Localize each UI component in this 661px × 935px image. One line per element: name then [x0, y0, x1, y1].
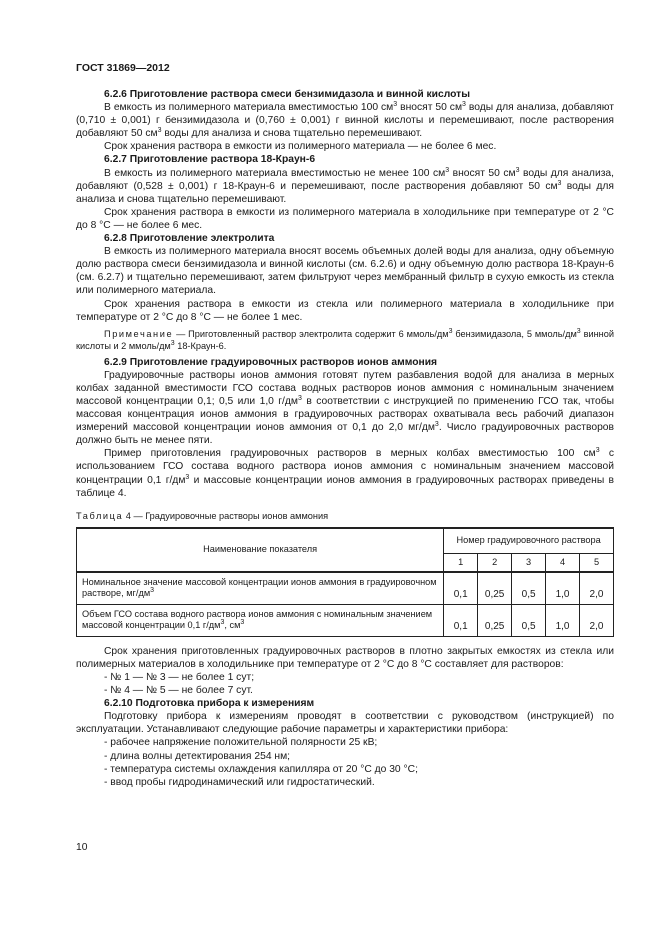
list-item: - № 4 — № 5 — не более 7 сут. — [104, 685, 253, 697]
list-item: - рабочее напряжение положительной полярности 25 кВ; — [104, 737, 378, 749]
row-label-concentration: Номинальное значение массовой концентрации ионов аммония в градуировочном растворе, $мг/дм^3$ — [77, 572, 444, 605]
table-cell: 0,1 — [444, 572, 478, 605]
paragraph: Градуировочные растворы ионов аммония готовят путем разбавления водой для анализа в мерных колбах заданной вместимости ГСО состава водных растворов ионов аммония с номинальным значением массовой концентрации 0,1; 0,5 или 1,0 $г/дм^3$ в соответствии с инструкцией по применению ГСО так, чтобы массовая концентрация ионов аммония в градуировочных растворах охватывала весь рабочий диапазон измерений массовой концентрации ионов аммония от 0,1 до 2,0 $мг/дм^3$. Число градуировочных растворов должно быть не менее пяти. — [76, 369, 614, 447]
paragraph: Срок хранения раствора в емкости из стекла или полимерного материала в холодильнике при температуре от 2 °С до 8 °С — не более 1 мес. — [76, 298, 614, 323]
note: Примечание — Приготовленный раствор электролита содержит 6 ммоль/$дм^3$ бензимидазола, 5 ммоль/$дм^3$ винной кислоты и 2 ммоль/$дм^3$ 18-Краун-6. — [76, 327, 614, 351]
paragraph: Срок хранения раствора в емкости из полимерного материала — не более 6 мес. — [104, 141, 497, 153]
paragraph: Пример приготовления градуировочных растворов в мерных колбах вместимостью 100 $см^3$ с использованием ГСО состава водного раствора ионов аммония с номинальным значением массовой концентрации 0,1 $г/дм^3$ и массовые концентрации ионов аммония в градуировочных растворах приведены в таблице 4. — [76, 447, 614, 499]
paragraph: В емкость из полимерного материала вместимостью 100 $см^3$ вносят 50 $см^3$ воды для анализа, добавляют (0,710 ± 0,001) г бензимидазола и (0,760 ± 0,001) г винной кислоты и перемешивают, после растворения добавляют 50 $см^3$ воды для анализа и снова тщательно перемешивают. — [76, 101, 614, 140]
table-cell: 1,0 — [546, 604, 580, 636]
paragraph: Подготовку прибора к измерениям проводят в соответствии с руководством (инструкцией) по эксплуатации. Устанавливают следующие рабочие параметры и характеристики прибора: — [76, 711, 614, 736]
table-cell: 0,5 — [512, 572, 546, 605]
section-heading-6-2-10: 6.2.10 Подготовка прибора к измерениям — [104, 698, 315, 710]
solution-number: 2 — [478, 553, 512, 572]
solution-number: 5 — [580, 553, 614, 572]
list-item: - ввод пробы гидродинамический или гидростатический. — [104, 776, 375, 788]
page-content — [76, 88, 614, 789]
table-cell: 0,25 — [478, 572, 512, 605]
paragraph: Срок хранения приготовленных градуировочных растворов в плотно закрытых емкостях из стекла или полимерных материалов в холодильнике при температуре от 2 °С до 8 °С составляет для растворов: — [76, 645, 614, 670]
table-caption: Таблица 4 — Градуировочные растворы ионов аммония — [76, 510, 329, 521]
solution-number: 3 — [512, 553, 546, 572]
solution-number: 1 — [444, 553, 478, 572]
paragraph: Срок хранения раствора в емкости из полимерного материала в холодильнике при температуре от 2 °С до 8 °С — не более 6 мес. — [76, 206, 614, 231]
section-heading-6-2-8: 6.2.8 Приготовление электролита — [104, 233, 275, 245]
table-cell: 0,5 — [512, 604, 546, 636]
calibration-table — [76, 527, 614, 637]
table-cell: 1,0 — [546, 572, 580, 605]
standard-header: ГОСТ 31869—2012 — [76, 62, 170, 74]
table-cell: 2,0 — [580, 572, 614, 605]
list-item: - № 1 — № 3 — не более 1 сут; — [104, 672, 255, 683]
row-label-volume: Объем ГСО состава водного раствора ионов аммония с номинальным значением массовой концентрации 0,1 $г/дм^3$, $см^3$ — [77, 604, 444, 636]
section-heading-6-2-6: 6.2.6 Приготовление раствора смеси бензимидазола и винной кислоты — [104, 89, 470, 100]
section-heading-6-2-9: 6.2.9 Приготовление градуировочных растворов ионов аммония — [104, 356, 438, 368]
page-number: 10 — [76, 842, 88, 853]
section-heading-6-2-7: 6.2.7 Приготовление раствора 18-Краун-6 — [104, 154, 316, 166]
solution-number: 4 — [546, 553, 580, 572]
table-cell: 0,1 — [444, 604, 478, 636]
column-header-parameter: Наименование показателя — [77, 528, 444, 572]
paragraph: В емкость из полимерного материала вносят восемь объемных долей воды для анализа, одну объемную долю раствора смеси бензимидазола и винной кислоты (см. 6.2.6) и одну объемную долю раствора 18-Краун-6 (см. 6.2.7) и тщательно перемешивают, затем фильтруют через мембранный фильтр в сухую емкость из стекла или полимерного материала. — [76, 246, 614, 297]
column-header-solution-number: Номер градуировочного раствора — [444, 528, 614, 554]
table-cell: 2,0 — [580, 604, 614, 636]
list-item: - длина волны детектирования 254 нм; — [104, 750, 291, 762]
paragraph: В емкость из полимерного материала вместимостью не менее 100 $см^3$ вносят 50 $см^3$ воды для анализа, добавляют (0,528 ± 0,001) г 18-Краун-6 и перемешивают, после растворения добавляют 50 $см^3$ воды для анализа и снова тщательно перемешивают. — [76, 166, 615, 205]
list-item: - температура системы охлаждения капилляра от 20 °С до 30 °С; — [104, 763, 418, 775]
table-cell: 0,25 — [478, 604, 512, 636]
